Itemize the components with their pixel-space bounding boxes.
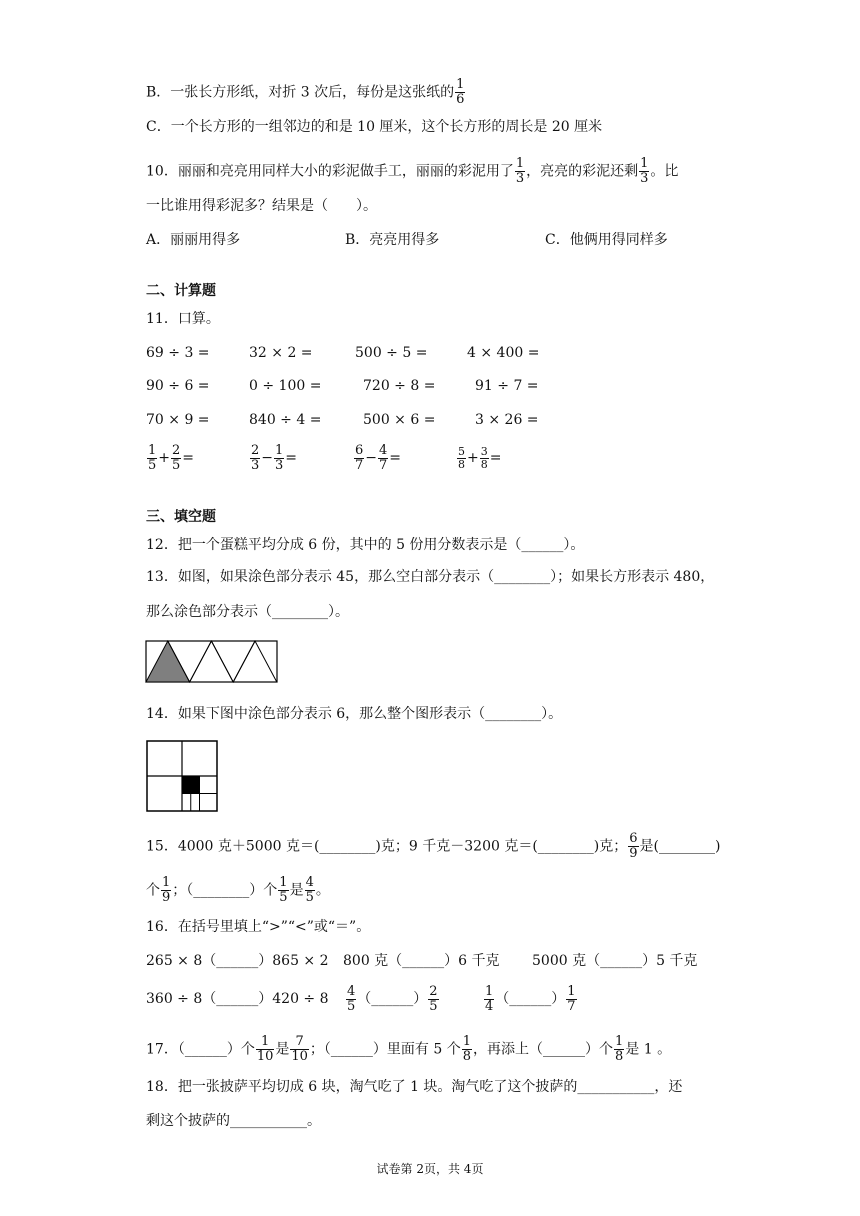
compare-item: 360 ÷ 8（______）420 ÷ 8 <box>146 991 329 1007</box>
q13-stem: 13．如图，如果涂色部分表示 45，那么空白部分表示（________）；如果长方形表示 480， <box>146 569 715 585</box>
q9-option-c: C．一个长方形的一组邻边的和是 10 厘米，这个长方形的周长是 20 厘米 <box>146 119 603 135</box>
page-footer: 试卷第 2页，共 4页 <box>376 1162 484 1176</box>
calc-item: 32 × 2 = <box>249 345 313 361</box>
q17-stem: 17．（______）个 $\frac{1}{10}$ 是 $\frac{7}{10}$ ；（______）里面有 5 个 $\frac{1}{8}$ ，再添上（______）个 $\frac{1}{8}$ 是 1 。 <box>146 1034 672 1064</box>
fraction: $\frac{1}{3}$ <box>640 156 649 186</box>
compare-item: 800 克（______）6 千克 <box>343 953 500 969</box>
calc-item: 500 ÷ 5 = <box>355 345 428 361</box>
q13-stem-line2: 那么涂色部分表示（________）。 <box>146 604 349 620</box>
calc-fraction-item: $\frac{2}{3}$ − $\frac{1}{3}$ = <box>251 442 298 473</box>
fraction: $\frac{1}{3}$ <box>515 156 525 186</box>
compare-item: 265 × 8（______）865 × 2 <box>146 953 329 969</box>
compare-item: $\frac{1}{4}$ （______） $\frac{1}{7}$ <box>485 983 576 1014</box>
calc-fraction-item: $\frac{5}{8}$ + $\frac{3}{8}$ = <box>458 444 502 471</box>
section-title-calculation: 二、计算题 <box>146 283 216 299</box>
q10-option-b: B．亮亮用得多 <box>345 232 440 248</box>
fraction: $\frac{1}{6}$ <box>456 77 465 107</box>
shaded-triangle <box>146 641 190 682</box>
compare-item: $\frac{4}{5}$ （______） $\frac{2}{5}$ <box>347 983 438 1014</box>
calc-fraction-item: $\frac{6}{7}$ − $\frac{4}{7}$ = <box>355 442 402 473</box>
calc-item: 500 × 6 = <box>363 412 436 428</box>
q10-stem-line2: 一比谁用得彩泥多？结果是（ ）。 <box>146 198 377 214</box>
q18-stem: 18．把一张披萨平均切成 6 块，淘气吃了 1 块。淘气吃了这个披萨的___________，还 <box>146 1079 683 1095</box>
q12-stem: 12．把一个蛋糕平均分成 6 份，其中的 5 份用分数表示是（______）。 <box>146 537 585 553</box>
shaded-square <box>182 776 200 794</box>
calc-item: 4 × 400 = <box>467 345 540 361</box>
calc-item: 91 ÷ 7 = <box>475 378 539 394</box>
calc-item: 3 × 26 = <box>475 412 539 428</box>
q13-triangle-figure <box>145 640 279 684</box>
q18-stem-line2: 剩这个披萨的___________。 <box>146 1113 321 1129</box>
calc-item: 90 ÷ 6 = <box>146 378 210 394</box>
compare-item: 5000 克（______）5 千克 <box>532 953 698 969</box>
calc-item: 70 × 9 = <box>146 412 210 428</box>
calc-fraction-item: $\frac{1}{5}$ + $\frac{2}{5}$ = <box>148 442 195 473</box>
q16-stem: 16．在括号里填上“>”“<”或“＝”。 <box>146 919 371 935</box>
q11-stem: 11．口算。 <box>146 311 220 327</box>
section-title-fill-in: 三、填空题 <box>146 509 216 525</box>
q10-option-c: C．他俩用得同样多 <box>545 232 668 248</box>
q15-stem: 15．4000 克＋5000 克＝(________)克；9 千克－3200 克＝(________)克； $\frac{6}{9}$ 是(________) <box>146 831 721 861</box>
q14-square-figure <box>146 740 218 812</box>
calc-item: 720 ÷ 8 = <box>363 378 436 394</box>
calc-item: 840 ÷ 4 = <box>249 412 322 428</box>
calc-item: 0 ÷ 100 = <box>249 378 322 394</box>
calc-item: 69 ÷ 3 = <box>146 345 210 361</box>
q10-option-a: A．丽丽用得多 <box>146 232 241 248</box>
q9-option-b: B．一张长方形纸，对折 3 次后，每份是这张纸的 $\frac{1}{6}$ <box>146 77 465 107</box>
q14-stem: 14．如果下图中涂色部分表示 6，那么整个图形表示（________）。 <box>146 706 563 722</box>
q10-stem: 10．丽丽和亮亮用同样大小的彩泥做手工，丽丽的彩泥用了 $\frac{1}{3}$ ，亮亮的彩泥还剩 $\frac{1}{3}$ 。比 <box>146 156 679 186</box>
q15-stem-line2: 个 $\frac{1}{9}$ ；（________）个 $\frac{1}{5}$ 是 $\frac{4}{5}$ 。 <box>146 875 330 905</box>
